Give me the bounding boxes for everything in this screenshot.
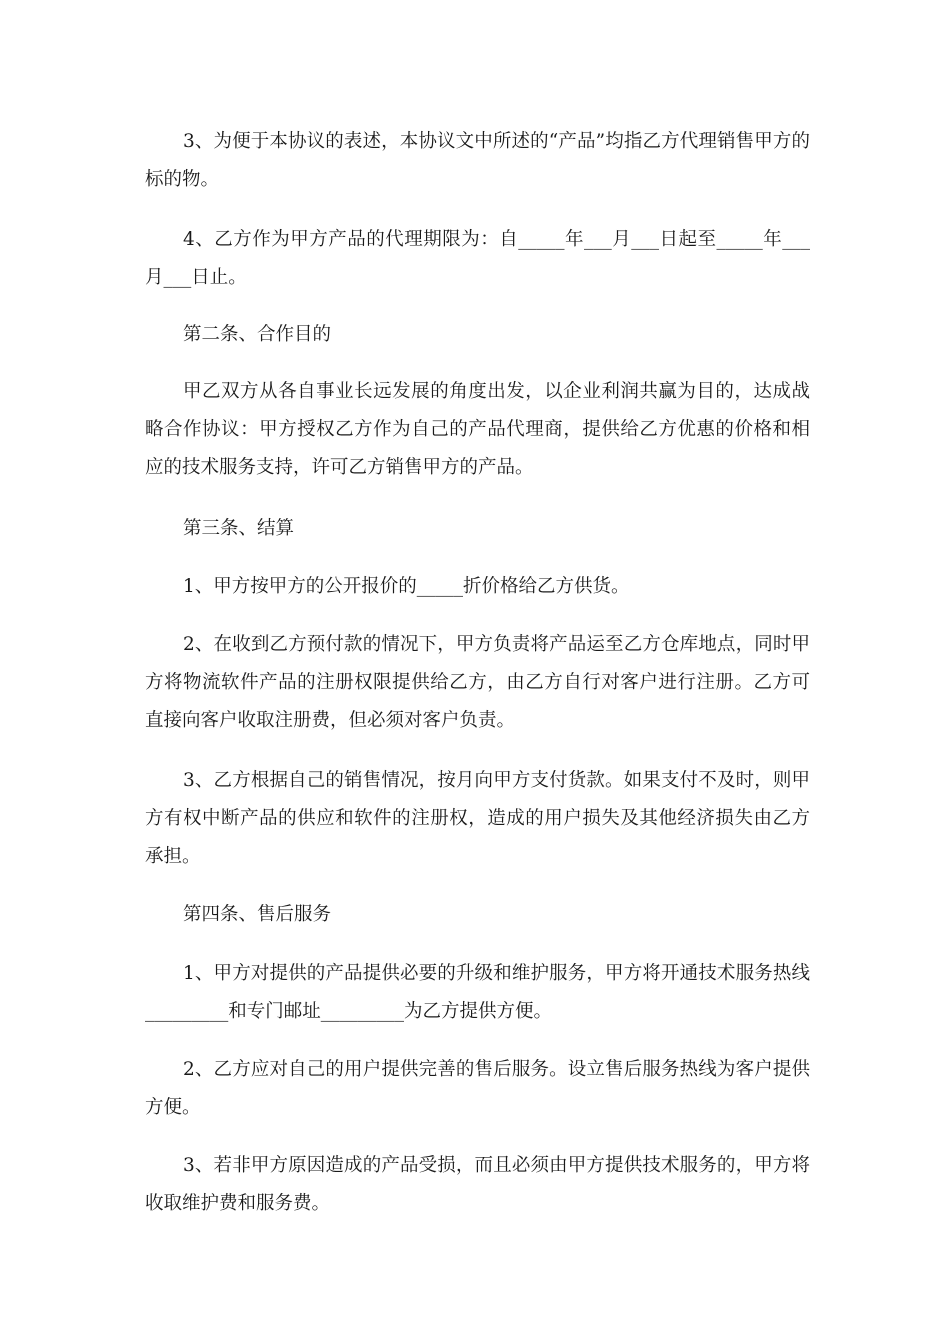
- heading-article-3: 第三条、结算: [183, 518, 295, 539]
- paragraph-clause-1-4: 4、乙方作为甲方产品的代理期限为：自_____年___月___日起至_____年___月___日止。: [145, 229, 810, 288]
- paragraph-article-2-body: 甲乙双方从各自事业长远发展的角度出发，以企业利润共赢为目的，达成战略合作协议：甲方授权乙方作为自己的产品代理商，提供给乙方优惠的价格和相应的技术服务支持，许可乙方销售甲方的产品。: [145, 381, 810, 478]
- paragraph-clause-3-3: 3、乙方根据自己的销售情况，按月向甲方支付货款。如果支付不及时，则甲方有权中断产品的供应和软件的注册权，造成的用户损失及其他经济损失由乙方承担。: [145, 770, 810, 867]
- paragraph-clause-3-2: 2、在收到乙方预付款的情况下，甲方负责将产品运至乙方仓库地点，同时甲方将物流软件产品的注册权限提供给乙方，由乙方自行对客户进行注册。乙方可直接向客户收取注册费，但必须对客户负责。: [145, 634, 810, 731]
- paragraph-clause-1-3: 3、为便于本协议的表述，本协议文中所述的“产品”均指乙方代理销售甲方的标的物。: [145, 131, 810, 190]
- paragraph-clause-3-1: 1、甲方按甲方的公开报价的_____折价格给乙方供货。: [183, 576, 630, 597]
- paragraph-clause-4-2: 2、乙方应对自己的用户提供完善的售后服务。设立售后服务热线为客户提供方便。: [145, 1059, 810, 1118]
- heading-article-4: 第四条、售后服务: [183, 904, 332, 925]
- heading-article-2: 第二条、合作目的: [183, 324, 332, 345]
- paragraph-clause-4-3: 3、若非甲方原因造成的产品受损，而且必须由甲方提供技术服务的，甲方将收取维护费和服务费。: [145, 1155, 810, 1214]
- paragraph-clause-4-1: 1、甲方对提供的产品提供必要的升级和维护服务，甲方将开通技术服务热线_________和专门邮址_________为乙方提供方便。: [145, 963, 810, 1022]
